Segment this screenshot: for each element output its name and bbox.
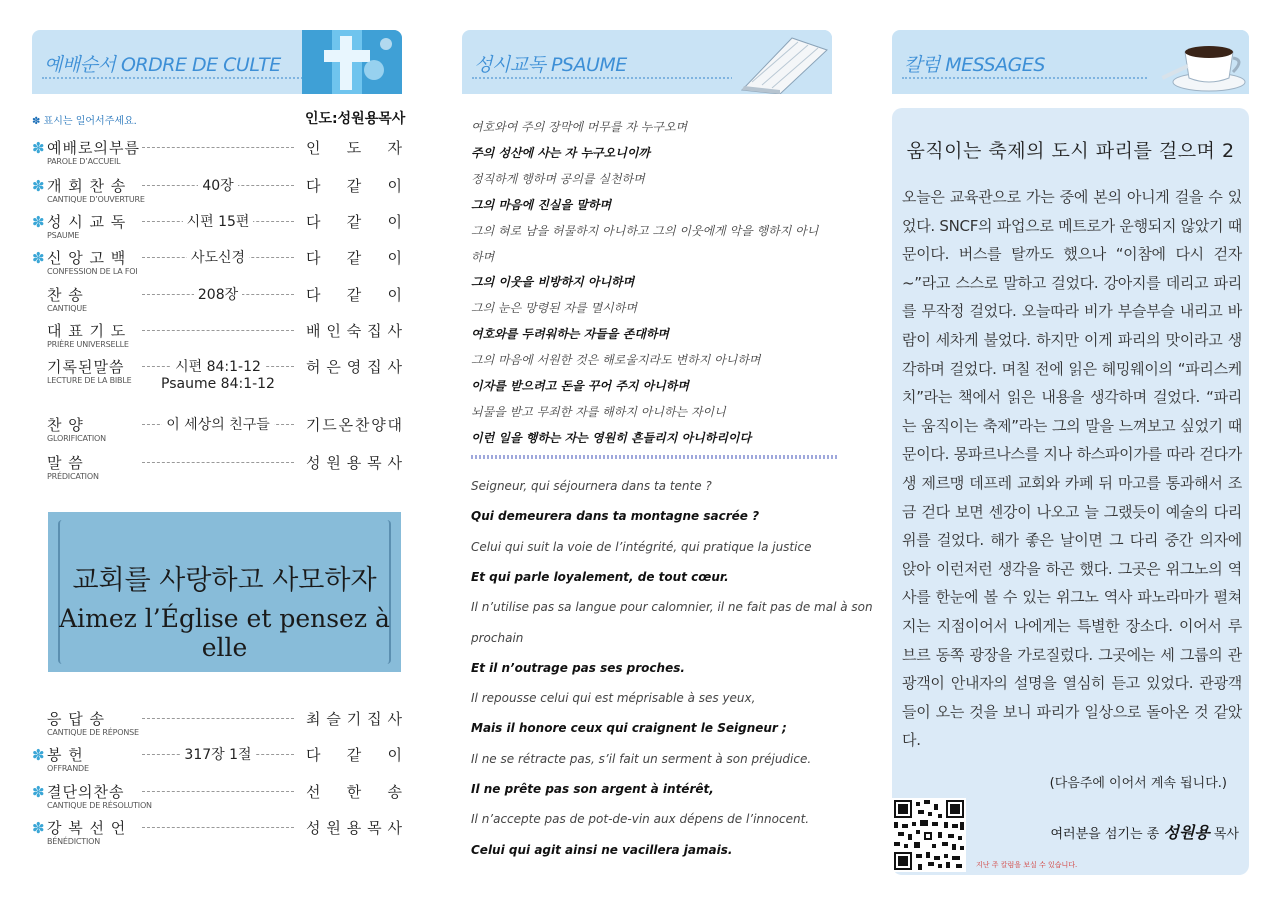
order-item-korean: 신 앙 고 백 (47, 249, 127, 267)
star-icon: ✽ (32, 746, 45, 764)
person-char: 은 (326, 358, 341, 376)
order-item-korean: 찬 송 (47, 286, 84, 304)
dashed-leader (142, 330, 294, 331)
psalm-line: Il repousse celui qui est méprisable à ses yeux, (471, 691, 756, 706)
message-body: 오늘은 교육관으로 가는 중에 본의 아니게 걸을 수 있었다. SNCF의 파업으로 메트로가 운행되지 않았기 때문이다. 버스를 탈까도 했으나 “이참에 다시 걷자~”라고 스스로 말하고 걸었다. 강아지를 데리고 파리를 무작정 걸었다. 오늘따라 비가 부슬부슬 내리고 바람이 세차게 불었다. 하지만 이게 파리의 맛이라고 생각하며 걸었다. 며칠 전에 읽은 헤밍웨이의 “파리스케치”라는 책에서 읽은 내용을 생각하며 걸었다. “파리는 움직이는 축제”라는 그의 말을 느껴보고 싶었기 때문이다. 몽파르나스를 지나 하스파이가를 따라 걷다가 생 제르맹 데프레 교회와 카페 뒤 마고를 통과해서 조금 걷다 보면 센강이 나오고 늘 그랬듯이 예술의 다리 위를 걸었다. 해가 좋은 날이면 그 다리 중간 의자에 앉아 이런저런 생각을 하곤 했다. 그곳은 위그노의 역사를 한눈에 볼 수 있는 위그노 역사 파노라마가 펼쳐지는 지점이어서 나에게는 특별한 장소다. 이어서 루브르 동쪽 광장을 가로질렀다. 그곳에는 세 그룹의 관광객이 안내자의 설명을 열심히 듣고 있었다. 관광객들이 오는 것을 보니 파리가 일상으로 돌아온 것 같았다. (902, 188, 1242, 750)
person-char: 집 (367, 710, 382, 728)
order-item-person (306, 744, 402, 765)
order-item-person (306, 211, 402, 232)
psalm-line: Et il n’outrage pas ses proches. (471, 660, 685, 675)
order-item-person (306, 452, 402, 473)
order-row (32, 247, 402, 281)
person-char: 다 (306, 177, 321, 195)
order-item-detail-text: 이 세상의 친구들 (162, 417, 274, 433)
signature-handwritten: 성원용 (1163, 823, 1210, 842)
psalm-line: Il n’accepte pas de pot-de-vin aux dépens de l’innocent. (471, 812, 810, 827)
person-char: 사 (387, 819, 402, 837)
psalm-header-title: 성시교독 PSAUME (474, 54, 627, 76)
worship-header (32, 30, 402, 94)
person-char: 허 (306, 358, 321, 376)
psalm-line: 정직하게 행하며 공의를 실천하며 (471, 171, 645, 186)
psalm-line: 이자를 받으려고 돈을 꾸어 주지 아니하며 (471, 379, 689, 393)
order-item-person (306, 137, 402, 158)
order-item-person (306, 284, 402, 305)
psalm-line: Celui qui suit la voie de l’intégrité, qui pratique la justice (471, 539, 812, 554)
order-item-french: CONFESSION DE LA FOI (47, 267, 138, 276)
person-char: 영 (346, 358, 362, 376)
order-item-detail (142, 175, 294, 195)
dashed-leader (142, 827, 294, 828)
order-item-korean: 말 씀 (47, 454, 84, 472)
message-title: 움직이는 축제의 도시 파리를 걸으며 2 (906, 140, 1235, 162)
person-char: 같 (346, 177, 362, 195)
order-item-detail-text: 40장 (198, 178, 237, 194)
cross-image (302, 30, 402, 94)
person-char: 집 (367, 322, 382, 340)
qr-note: 지난 주 칼럼을 보실 수 있습니다. (976, 861, 1078, 869)
psalm-line: 그의 마음에 진실을 말하며 (471, 197, 612, 212)
star-icon: ✽ (32, 819, 45, 837)
person-char: 사 (387, 710, 402, 728)
psalm-line: 여호와를 두려워하는 자들을 존대하며 (471, 327, 670, 342)
person-char: 선 (306, 783, 321, 801)
psalm-line: 주의 성산에 사는 자 누구오니이까 (471, 145, 651, 160)
psalm-line: Mais il honore ceux qui craignent le Seigneur ; (471, 721, 787, 736)
psalm-line: 여호와여 주의 장막에 머무를 자 누구오며 (471, 120, 688, 134)
order-item-french: PRÉDICATION (47, 472, 99, 481)
dashed-leader (142, 462, 294, 463)
order-item-french: BÉNÉDICTION (47, 837, 101, 846)
person-char: 용 (346, 819, 362, 837)
book-image (732, 30, 832, 94)
order-item-french: LECTURE DE LA BIBLE (47, 376, 132, 385)
order-row (32, 356, 402, 390)
psalm-line: Il ne se rétracte pas, s’il fait un serment à son préjudice. (471, 751, 812, 766)
signature-prefix: 여러분을 섬기는 종 (1050, 827, 1160, 842)
order-item-person (306, 247, 402, 268)
psalm-line: Il ne prête pas son argent à intérêt, (471, 782, 714, 796)
order-item-korean: 기록된말씀 (47, 358, 125, 376)
order-item-korean: 예배로의부름 (47, 139, 140, 157)
order-item-detail-text: 208장 (194, 287, 242, 303)
person-char: 자 (387, 139, 402, 157)
person-char: 같 (346, 249, 362, 267)
divider (471, 455, 839, 459)
message-panel (892, 108, 1249, 875)
order-item-korean: 결단의찬송 (47, 783, 125, 801)
person-char: 슬 (326, 710, 341, 728)
person-char: 기 (346, 710, 362, 728)
person-char: 한 (346, 783, 362, 801)
person-char: 기 (306, 416, 321, 434)
order-item-korean: 응 답 송 (47, 710, 106, 728)
person-char: 이 (387, 249, 402, 267)
person-char: 다 (306, 286, 321, 304)
worship-header-title: 예배순서 ORDRE DE CULTE (44, 54, 281, 76)
person-char: 성 (306, 454, 321, 472)
order-item-french: CANTIQUE DE RÉPONSE (47, 728, 139, 737)
order-item-person (306, 414, 402, 435)
person-char: 용 (346, 454, 362, 472)
order-row (32, 708, 402, 742)
person-char: 사 (387, 358, 402, 376)
person-char: 집 (367, 358, 382, 376)
standing-note: ✽ 표시는 일어서주세요. (32, 116, 137, 127)
order-item-detail (142, 284, 294, 304)
person-char: 같 (346, 286, 362, 304)
order-item-korean: 강 복 선 언 (47, 819, 127, 837)
order-row (32, 744, 402, 778)
order-row (32, 284, 402, 318)
order-item-person (306, 708, 402, 729)
order-item-french: CANTIQUE D’OUVERTURE (47, 195, 145, 204)
person-char: 이 (387, 746, 402, 764)
order-item-detail-text-2: Psaume 84:1-12 (157, 376, 279, 392)
psalm-line: 그의 눈은 망령된 자를 멸시하며 (471, 301, 637, 316)
psalm-line: 그의 이웃을 비방하지 아니하며 (471, 275, 635, 290)
person-char: 다 (306, 249, 321, 267)
person-char: 이 (387, 213, 402, 231)
leader-label: 인도:성원용목사 (305, 111, 406, 127)
order-row (32, 137, 402, 171)
person-char: 이 (387, 286, 402, 304)
person-char: 드 (322, 416, 337, 434)
order-item-detail (142, 414, 294, 434)
order-item-detail-text: 317장 1절 (180, 747, 255, 763)
person-char: 목 (367, 819, 382, 837)
psalm-header (462, 30, 832, 94)
banner-korean: 교회를 사랑하고 사모하자 (72, 565, 377, 596)
psalm-line: prochain (471, 630, 524, 645)
order-item-french: GLORIFICATION (47, 434, 106, 443)
person-char: 이 (387, 177, 402, 195)
order-item-person (306, 175, 402, 196)
order-item-detail (142, 744, 294, 764)
continued-note: (다음주에 이어서 계속 됩니다.) (1049, 776, 1227, 791)
order-item-person (306, 781, 402, 802)
psalm-line: 하며 (471, 249, 495, 264)
star-icon: ✽ (32, 783, 45, 801)
dashed-leader (142, 147, 294, 148)
star-icon: ✽ (32, 213, 45, 231)
order-item-person (306, 356, 402, 377)
order-item-french: OFFRANDE (47, 764, 89, 773)
dashed-leader (142, 791, 294, 792)
order-item-detail-text: 시편 15편 (183, 214, 254, 230)
order-item-detail (142, 247, 294, 267)
qr-code[interactable] (892, 798, 966, 872)
person-char: 같 (346, 213, 362, 231)
dashed-leader (142, 718, 294, 719)
person-char: 원 (326, 454, 341, 472)
psalm-line: Qui demeurera dans ta montagne sacrée ? (471, 509, 760, 524)
order-item-detail-text: 사도신경 (187, 250, 249, 266)
order-item-french: PAROLE D’ACCUEIL (47, 157, 121, 166)
person-char: 다 (306, 746, 321, 764)
order-item-french: PRIÈRE UNIVERSELLE (47, 340, 129, 349)
order-item-korean: 성 시 교 독 (47, 213, 127, 231)
psalm-line: Il n’utilise pas sa langue pour calomnier, il ne fait pas de mal à son (471, 600, 873, 615)
order-row (32, 175, 402, 209)
order-item-detail (142, 356, 294, 392)
order-row (32, 781, 402, 815)
banner-french: Aimez l’Église et pensez à elle (59, 604, 390, 662)
person-char: 숙 (346, 322, 362, 340)
person-char: 찬 (354, 416, 370, 434)
person-char: 대 (387, 416, 402, 434)
psalm-line: Et qui parle loyalement, de tout cœur. (471, 569, 729, 584)
person-char: 사 (387, 322, 402, 340)
messages-header-title: 칼럼 MESSAGES (904, 54, 1045, 76)
star-icon: ✽ (32, 249, 45, 267)
person-char: 같 (346, 746, 362, 764)
person-char: 최 (306, 710, 321, 728)
star-icon: ✽ (32, 139, 45, 157)
signature-suffix: 목사 (1213, 827, 1239, 842)
order-item-detail (142, 211, 294, 231)
order-item-person (306, 320, 402, 341)
order-row (32, 211, 402, 245)
person-char: 배 (306, 322, 321, 340)
person-char: 원 (326, 819, 341, 837)
order-row (32, 817, 402, 851)
person-char: 인 (306, 139, 321, 157)
order-item-detail-text: 시편 84:1-12 (171, 359, 265, 375)
person-char: 송 (387, 783, 402, 801)
order-item-korean: 봉 헌 (47, 746, 84, 764)
order-item-person (306, 817, 402, 838)
psalm-line: Celui qui agit ainsi ne vacillera jamais. (471, 842, 733, 857)
order-item-french: CANTIQUE DE RÉSOLUTION (47, 801, 152, 810)
banner (48, 512, 401, 672)
coffee-cup-image (1149, 30, 1249, 94)
psalm-line: 뇌물을 받고 무죄한 자를 해하지 아니하는 자이니 (471, 404, 726, 419)
order-row (32, 320, 402, 354)
person-char: 도 (346, 139, 362, 157)
person-char: 사 (387, 454, 402, 472)
signature (1050, 820, 1239, 843)
order-item-korean: 찬 양 (47, 416, 84, 434)
order-row (32, 452, 402, 486)
order-row (32, 414, 402, 448)
order-item-french: CANTIQUE (47, 304, 87, 313)
person-char: 다 (306, 213, 321, 231)
order-item-korean: 개 회 찬 송 (47, 177, 127, 195)
messages-header (892, 30, 1249, 94)
person-char: 양 (371, 416, 386, 434)
person-char: 온 (338, 416, 354, 434)
psalm-line: 그의 혀로 남을 허물하지 아니하고 그의 이웃에게 악을 행하지 아니 (471, 223, 819, 238)
person-char: 성 (306, 819, 321, 837)
person-char: 인 (326, 322, 341, 340)
person-char: 목 (367, 454, 382, 472)
order-item-french: PSAUME (47, 231, 80, 240)
psalm-line: 이런 일을 행하는 자는 영원히 흔들리지 아니하리이다 (471, 430, 752, 445)
order-item-korean: 대 표 기 도 (47, 322, 127, 340)
star-icon: ✽ (32, 177, 45, 195)
psalm-line: Seigneur, qui séjournera dans ta tente ? (471, 479, 712, 493)
psalm-line: 그의 마음에 서원한 것은 해로울지라도 변하지 아니하며 (471, 353, 761, 368)
